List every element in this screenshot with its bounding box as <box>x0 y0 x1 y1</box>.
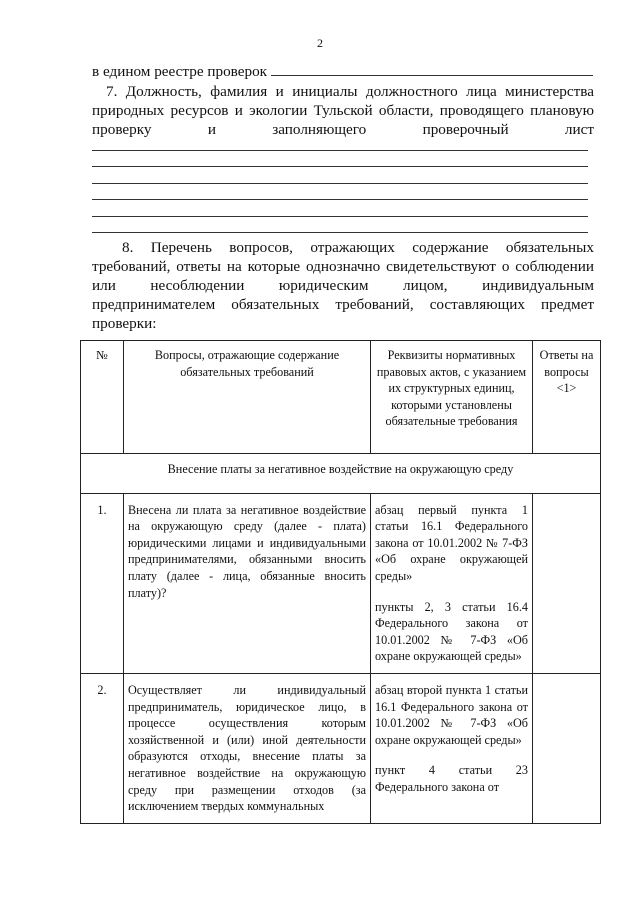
table-header-row <box>81 341 601 454</box>
row-question: Внесена ли плата за негативное воздействие на окружающую среду (далее - плата) юридическими лицами и индивидуальными предпринимателями, обязанными вносить плату (далее - лица, обязанные вносить плату)? <box>124 493 371 673</box>
page-number: 2 <box>317 36 323 50</box>
table-row <box>81 673 601 823</box>
fill-line-6 <box>92 232 588 233</box>
requisite-item: абзац первый пункта 1 статьи 16.1 Федерального закона от 10.01.2002 № 7-ФЗ «Об охране окружающей среды» <box>375 502 528 583</box>
row-requisites <box>371 673 533 823</box>
word: отражающих <box>310 239 395 256</box>
word: на <box>226 258 242 275</box>
section-title: Внесение платы за негативное воздействие на окружающую среду <box>81 454 601 494</box>
word: и <box>234 102 243 119</box>
header-answers: Ответы на вопросы <1> <box>533 341 601 454</box>
word: требований, <box>92 258 171 275</box>
word: юридическим <box>278 277 369 294</box>
word: проверку <box>92 121 152 138</box>
word: лица <box>466 83 497 100</box>
word: Должность, <box>125 83 202 100</box>
word: 7. <box>106 83 118 100</box>
item7-line-2 <box>92 101 594 120</box>
item7-line-1 <box>106 82 594 101</box>
item8-line-5: проверки: <box>92 315 157 332</box>
word: однозначно <box>306 258 381 275</box>
word: ресурсов <box>170 102 229 119</box>
word: проводящего <box>439 102 524 119</box>
word: экологии <box>249 102 308 119</box>
word: инициалы <box>292 83 358 100</box>
word: несоблюдении <box>150 277 245 294</box>
intro-text: в едином реестре проверок <box>92 63 268 80</box>
header-num: № <box>81 341 124 454</box>
word: 8. <box>122 239 134 256</box>
word: обязательных <box>231 296 320 313</box>
item8-line-3 <box>92 276 594 295</box>
item7-line-3 <box>92 120 594 139</box>
word: вопросов, <box>229 239 293 256</box>
word: природных <box>92 102 165 119</box>
fill-line-1 <box>92 150 588 151</box>
row-question: Осуществляет ли индивидуальный предприниматель, юридическое лицо, в процессе осуществления которым хозяйственной и (или) иной деятельности образуются отходы, внесение платы за негативное воздействие на окружающую среду при размещении отходов (за исключением твердых коммунальных <box>124 673 371 823</box>
word: составляющих <box>429 296 526 313</box>
word: области, <box>378 102 434 119</box>
fill-line-5 <box>92 216 588 217</box>
word: содержание <box>412 239 489 256</box>
row-number: 1. <box>81 493 124 673</box>
item8-line-2 <box>92 257 594 276</box>
requisite-item: пункты 2, 3 статьи 16.4 Федерального закона от 10.01.2002 № 7-ФЗ «Об охране окружающей среды» <box>375 599 528 664</box>
word: Перечень <box>150 239 212 256</box>
word: или <box>92 277 116 294</box>
word: должностного <box>365 83 458 100</box>
word: которые <box>247 258 301 275</box>
row-answer[interactable] <box>533 493 601 673</box>
header-question: Вопросы, отражающие содержание обязательных требований <box>124 341 371 454</box>
word: свидетельствуют <box>386 258 496 275</box>
row-answer[interactable] <box>533 673 601 823</box>
word: министерства <box>505 83 594 100</box>
word: индивидуальным <box>482 277 594 294</box>
word: о <box>501 258 510 275</box>
word: лицом, <box>403 277 448 294</box>
header-requisites: Реквизиты нормативных правовых актов, с указанием их структурных единиц, которыми установлены обязательные требования <box>371 341 533 454</box>
row-requisites <box>371 493 533 673</box>
checklist-table <box>80 340 601 824</box>
item8-line-4 <box>92 295 594 314</box>
word: ответы <box>176 258 221 275</box>
word: требований, <box>335 296 414 313</box>
word: предпринимателем <box>92 296 216 313</box>
table-viewport <box>78 340 604 832</box>
row-number: 2. <box>81 673 124 823</box>
word: заполняющего <box>272 121 367 138</box>
word: и <box>275 83 284 100</box>
word: плановую <box>530 102 594 119</box>
table-row <box>81 493 601 673</box>
word: лист <box>564 121 594 138</box>
word: фамилия <box>210 83 268 100</box>
fill-line-3 <box>92 183 588 184</box>
word: соблюдении <box>515 258 594 275</box>
word: предмет <box>541 296 594 313</box>
word: Тульской <box>313 102 373 119</box>
word: обязательных <box>505 239 594 256</box>
word: проверочный <box>422 121 509 138</box>
fill-line-2 <box>92 166 588 167</box>
requisite-item: пункт 4 статьи 23 Федерального закона от <box>375 763 528 794</box>
section-row <box>81 454 601 494</box>
intro-line <box>92 62 594 81</box>
item8-line-1 <box>122 238 594 257</box>
requisite-item: абзац второй пункта 1 статьи 16.1 Федерального закона от 10.01.2002 № 7-ФЗ «Об охране окружающей среды» <box>375 682 528 747</box>
fill-line-4 <box>92 199 588 200</box>
registry-fill-line <box>271 62 593 76</box>
word: и <box>207 121 216 138</box>
